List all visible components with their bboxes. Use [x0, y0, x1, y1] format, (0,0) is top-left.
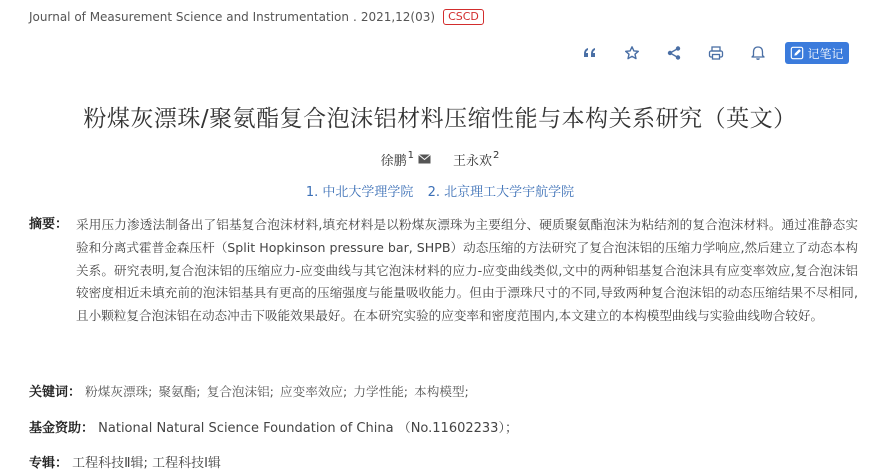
author-affil-number: 2 — [493, 150, 500, 161]
abstract-section — [29, 214, 859, 328]
keyword-link[interactable]: 本构模型; — [414, 384, 469, 399]
cscd-badge: CSCD — [443, 9, 484, 25]
journal-info — [29, 9, 484, 25]
take-note-label: 记笔记 — [807, 46, 844, 61]
take-note-button[interactable] — [785, 42, 849, 64]
collection-value: 工程科技Ⅱ辑; 工程科技Ⅰ辑 — [72, 456, 221, 471]
journal-separator: . — [352, 10, 357, 24]
abstract-label: 摘要： — [29, 217, 69, 232]
journal-name[interactable]: Journal of Measurement Science and Instrumentation — [29, 10, 349, 24]
journal-issue[interactable]: 2021,12(03) — [360, 10, 436, 24]
abstract-text: 采用压力渗透法制备出了铝基复合泡沫材料,填充材料是以粉煤灰漂珠为主要组分、硬质聚氨酯泡沫为粘结剂的复合泡沫材料。通过准静态实验和分离式霍普金森压杆（Split Hopkinson pressure bar, SHPB）动态压缩的方法研究了复合泡沫铝的压缩力学响应,然后建立了动态本构关系。研究表明,复合泡沫铝的压缩应力-应变曲线与其它泡沫材料的应力-应变曲线类似,文中的两种铝基复合泡沫具有应变率效应,复合泡沫铝较密度相近未填充前的泡沫铝基具有更高的压缩强度与能量吸收能力。但由于漂珠尺寸的不同,导致两种复合泡沫铝的动态压缩结果不尽相同,且小颗粒复合泡沫铝在动态冲击下吸能效果最好。在本研究实验的应变率和密度范围内,本文建立的本构模型曲线与实验曲线吻合较好。 — [76, 217, 858, 324]
affiliation-item[interactable]: 2. 北京理工大学宇航学院 — [427, 185, 575, 200]
share-button[interactable] — [661, 40, 687, 66]
author-name[interactable]: 徐鹏 — [380, 154, 407, 169]
collection-label: 专辑： — [29, 456, 69, 471]
funding-link[interactable]: National Natural Science Foundation of China （No.11602233）； — [98, 421, 518, 436]
mail-icon[interactable] — [418, 154, 431, 164]
keyword-link[interactable]: 粉煤灰漂珠; — [85, 384, 153, 399]
keywords-section — [29, 381, 471, 400]
keyword-link[interactable]: 复合泡沫铝; — [206, 384, 274, 399]
print-icon — [708, 45, 724, 61]
keywords-label: 关键词： — [29, 385, 82, 400]
author-name[interactable]: 王永欢 — [453, 154, 493, 169]
alert-button[interactable] — [745, 40, 771, 66]
bell-icon — [750, 45, 766, 61]
edit-icon — [790, 46, 804, 60]
keyword-link[interactable]: 应变率效应; — [280, 384, 348, 399]
affiliation-item[interactable]: 1. 中北大学理学院 — [305, 185, 414, 200]
keyword-link[interactable]: 力学性能; — [353, 384, 409, 399]
share-icon — [666, 45, 682, 61]
favorite-button[interactable] — [619, 40, 645, 66]
affiliation-list — [0, 181, 880, 200]
author-list — [0, 150, 880, 169]
quote-icon — [582, 45, 598, 61]
author-affil-number: 1 — [407, 150, 414, 161]
author-item[interactable] — [381, 150, 431, 169]
toolbar — [577, 40, 849, 66]
star-icon — [624, 45, 640, 61]
keyword-link[interactable]: 聚氨酯; — [158, 384, 201, 399]
funding-label: 基金资助： — [29, 421, 95, 436]
print-button[interactable] — [703, 40, 729, 66]
quote-button[interactable] — [577, 40, 603, 66]
article-title: 粉煤灰漂珠/聚氨酯复合泡沫铝材料压缩性能与本构关系研究（英文） — [83, 106, 797, 132]
funding-section — [29, 417, 518, 436]
author-item[interactable] — [453, 150, 499, 169]
collection-section — [29, 452, 221, 471]
